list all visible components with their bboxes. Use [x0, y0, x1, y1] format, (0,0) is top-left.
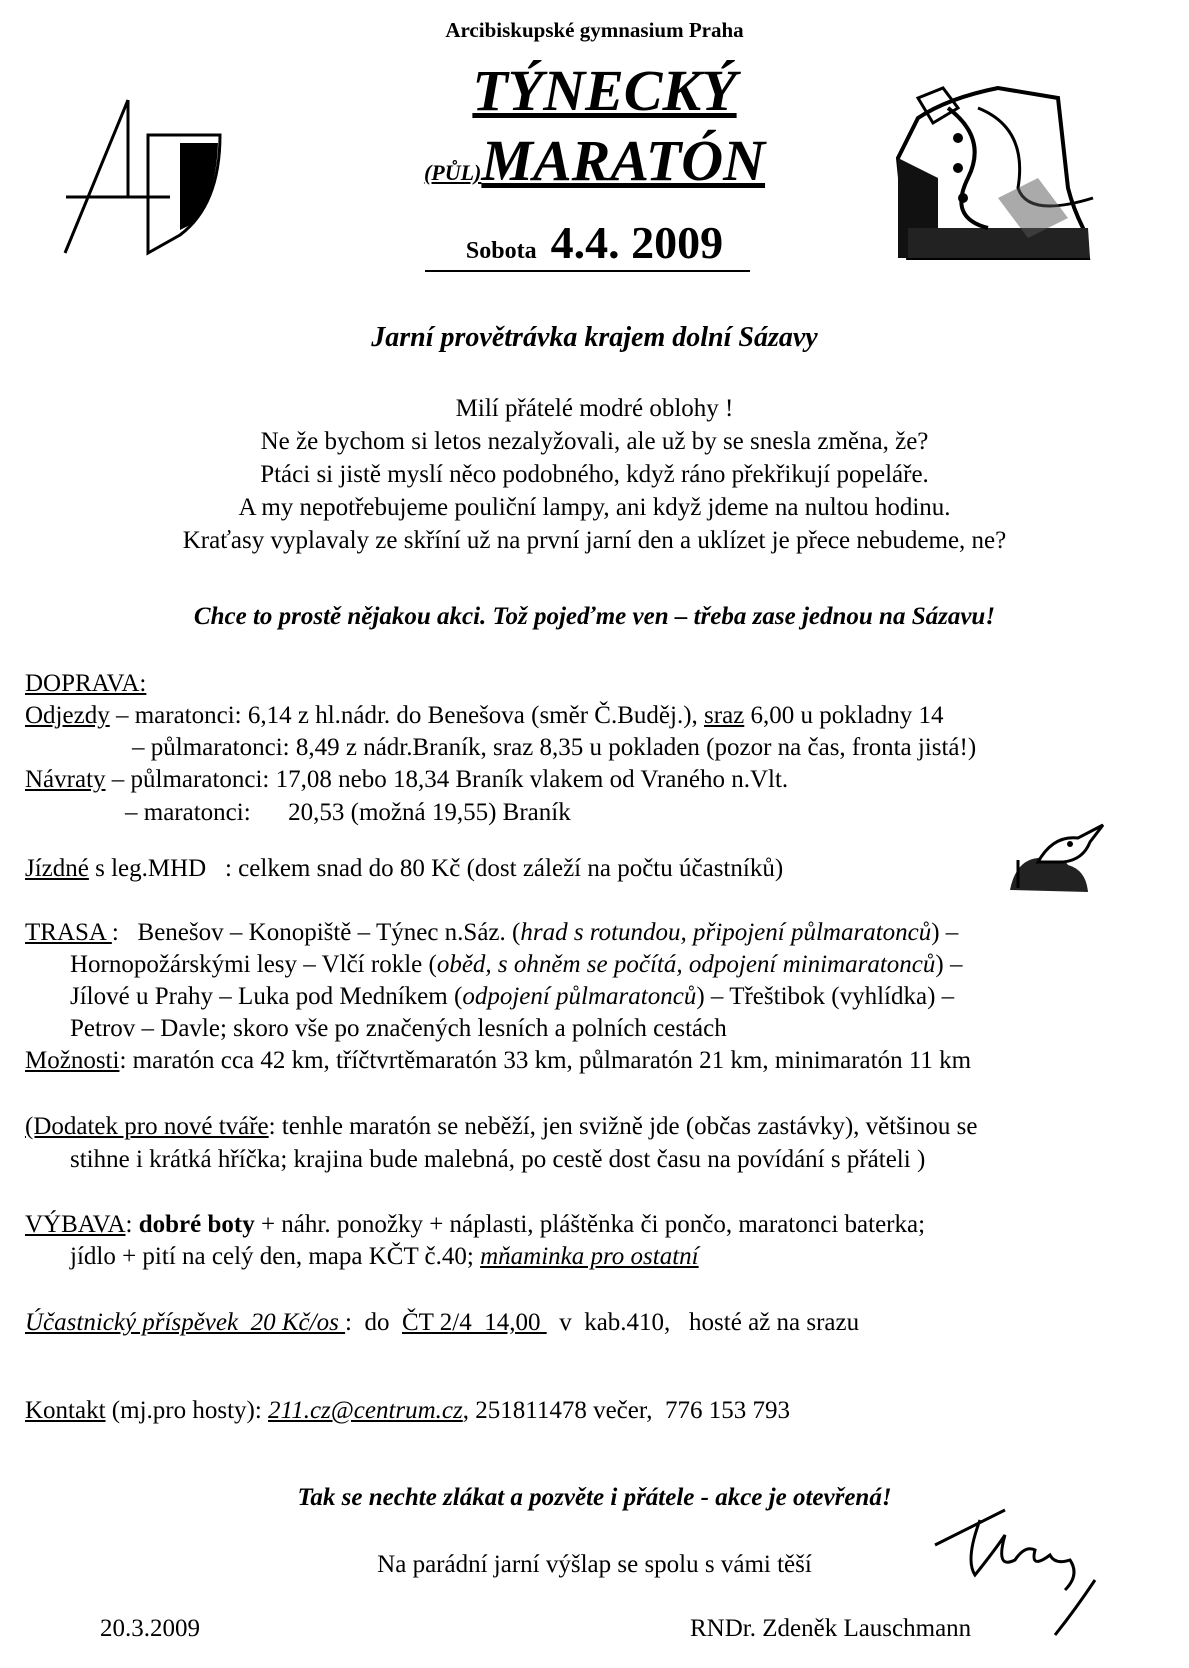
intro-line-3: Ptáci si jistě myslí něco podobného, když ráno překřikují popeláře.: [260, 461, 929, 488]
vybava-colon: :: [125, 1211, 139, 1238]
moznosti-text: : maratón cca 42 km, tříčtvrtěmaratón 33 km, půlmaratón 21 km, minimaratón 11 km: [119, 1047, 972, 1074]
trasa-line-2: [70, 951, 962, 979]
vybava-text-2: jídlo + pití na celý den, mapa KČT č.40;: [70, 1243, 481, 1270]
intro-line-2: Ne že bychom si letos nezalyžovali, ale už by se snesla změna, že?: [260, 428, 929, 455]
doprava-heading: DOPRAVA:: [25, 670, 147, 697]
vybava-boots: dobré boty: [138, 1211, 255, 1238]
intro-line-4: A my nepotřebujeme pouliční lampy, ani když jdeme na nultou hodinu.: [238, 494, 951, 521]
prispevek-line: [25, 1309, 859, 1337]
sraz-label: sraz: [704, 702, 745, 729]
vybava-line-2: [70, 1243, 699, 1271]
call-to-action: Chce to prostě nějakou akci. Tož pojeďme ven – třeba zase jednou na Sázavu!: [193, 603, 996, 630]
event-date: 4.4. 2009: [550, 217, 724, 268]
dodatek-line-2: stihne i krátká hříčka; krajina bude malebná, po cestě dost času na povídání s přáteli ): [70, 1146, 926, 1173]
prispevek-label: Účastnický příspěvek 20 Kč/os: [25, 1309, 346, 1336]
vybava-treats: mňaminka pro ostatní: [480, 1243, 699, 1270]
navraty-label: Návraty: [25, 766, 106, 793]
trasa-route-3-end: ) – Třeštibok (vyhlídka) –: [696, 983, 955, 1010]
navraty-pulmaratonci: – půlmaratonci: 17,08 nebo 18,34 Braník vlakem od Vraného n.Vlt.: [105, 766, 789, 793]
trasa-route-2-end: ) –: [935, 951, 963, 978]
dodatek-label: (Dodatek pro nové tváře: [25, 1113, 269, 1140]
title-prefix: (PŮL): [423, 160, 482, 185]
odjezdy-line-2: – půlmaratonci: 8,49 z nádr.Braník, sraz 8,35 u pokladen (pozor na čas, fronta jistá!): [132, 734, 977, 761]
intro-line-5: Kraťasy vyplavaly ze skříní už na první jarní den a uklízet je přece nebudeme, ne?: [182, 527, 1007, 554]
moznosti-line: [25, 1047, 971, 1075]
closing-invitation: Tak se nechte zlákat a pozvěte i přátele - akce je otevřená!: [297, 1484, 892, 1511]
jizdne-line: [25, 855, 783, 883]
trasa-note-1: hrad s rotundou, připojení půlmaratonců: [520, 919, 932, 946]
moznosti-label: Možnosti: [25, 1047, 120, 1074]
vybava-line-1: [25, 1211, 925, 1239]
vybava-text-1: + náhr. ponožky + náplasti, pláštěnka či pončo, maratonci baterka;: [254, 1211, 926, 1238]
trasa-line-1: [25, 919, 958, 947]
dodatek-line-1: [25, 1113, 977, 1141]
date-underline: [425, 270, 750, 272]
kontakt-email[interactable]: 211.cz@centrum.cz: [268, 1397, 463, 1424]
trasa-route-2: Hornopožárskými lesy – Vlčí rokle (: [70, 951, 437, 978]
navraty-line-1: [25, 766, 788, 794]
subtitle: Jarní provětrávka krajem dolní Sázavy: [371, 322, 818, 353]
hiking-boot-illustration: [878, 78, 1103, 278]
navraty-line-2: – maratonci: 20,53 (možná 19,55) Braník: [125, 799, 571, 826]
trasa-note-2: oběd, s ohněm se počítá, odpojení minimaratonců: [436, 951, 936, 978]
trasa-line-4: Petrov – Davle; skoro vše po značených lesních a polních cestách: [70, 1015, 727, 1042]
prispevek-deadline: ČT 2/4 14,00: [402, 1309, 547, 1336]
intro-line-1: Milí přátelé modré oblohy !: [455, 395, 734, 422]
kontakt-text-a: (mj.pro hosty):: [105, 1397, 269, 1424]
event-day: Sobota: [465, 238, 537, 264]
footer-date: 20.3.2009: [100, 1615, 200, 1642]
sraz-maratonci: 6,00 u pokladny 14: [744, 702, 944, 729]
trasa-route-1-end: ) –: [931, 919, 959, 946]
greeting: Na parádní jarní výšlap se spolu s vámi těší: [377, 1551, 812, 1578]
kontakt-text-b: , 251811478 večer, 776 153 793: [462, 1397, 790, 1424]
trasa-heading: TRASA: [25, 919, 112, 946]
trasa-route-1: : Benešov – Konopiště – Týnec n.Sáz. (: [111, 919, 521, 946]
odjezdy-maratonci: – maratonci: 6,14 z hl.nádr. do Benešova (směr Č.Buděj.),: [109, 702, 698, 729]
jizdne-label: Jízdné: [25, 855, 89, 882]
title-line1: TÝNECKÝ: [472, 58, 737, 123]
prispevek-text-a: : do: [345, 1309, 402, 1336]
prispevek-text-b: v kab.410, hosté až na srazu: [546, 1309, 860, 1336]
trasa-note-3: odpojení půlmaratonců: [462, 983, 697, 1010]
title-main: MARATÓN: [481, 128, 766, 193]
footer-author: RNDr. Zdeněk Lauschmann: [690, 1615, 972, 1642]
bird-illustration: [1008, 820, 1108, 895]
kontakt-line: [25, 1397, 790, 1425]
school-name: Arcibiskupské gymnasium Praha: [445, 18, 744, 42]
trasa-line-3: [70, 983, 954, 1011]
trasa-route-3: Jílové u Prahy – Luka pod Medníkem (: [70, 983, 463, 1010]
odjezdy-line-1: [25, 702, 944, 730]
odjezdy-label: Odjezdy: [25, 702, 110, 729]
jizdne-text: s leg.MHD : celkem snad do 80 Kč (dost záleží na počtu účastníků): [88, 855, 784, 882]
dodatek-text-1: : tenhle maratón se neběží, jen svižně jde (občas zastávky), většinou se: [268, 1113, 978, 1140]
kontakt-label: Kontakt: [25, 1397, 106, 1424]
vybava-label: VÝBAVA: [25, 1211, 126, 1238]
